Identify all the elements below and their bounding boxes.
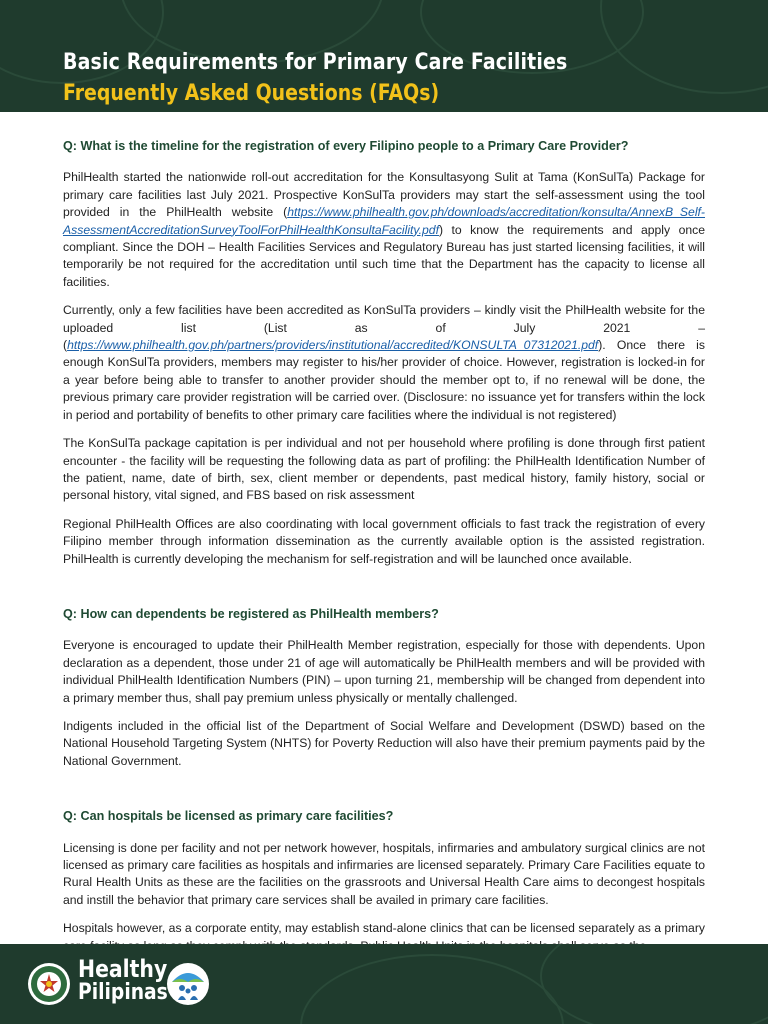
- page-header: [0, 0, 768, 112]
- page-footer: [0, 944, 768, 1024]
- faq-question: Q: Can hospitals be licensed as primary care facilities?: [63, 809, 394, 824]
- faq-answer-paragraph: PhilHealth started the nationwide roll-out accreditation for the Konsultasyong Sulit at Tama (KonSulTa) Package for primary care facilities last July 2021. Prospective KonSulTa providers may start the self-assessment using the tool provided in the PhilHealth website (https://www.philhealth.gov.ph/downloads/accreditation/konsulta/AnnexB_Self-AssessmentAccreditationSurveyToolForPhilHealthKonsultaFacility.pdf) to know the requirements and apply once compliant. Since the DOH – Health Facilities Services and Regulatory Bureau has just started licensing facilities, it will temporarily be not required for the accreditation until such time that the Department has the capacity to license all facilities.: [63, 170, 705, 289]
- faq-answer-paragraph: The KonSulTa package capitation is per individual and not per household where profiling is done through first patient encounter - the facility will be requesting the following data as part of profiling: the PhilHealth Identification Number of the patient, name, date of birth, sex, client member or dependents, past medical history, family history, social or personal history, vital signed, and FBS based on risk assessment: [63, 436, 705, 503]
- faq-answer-paragraph: Regional PhilHealth Offices are also coordinating with local government officials to fast track the registration of every Filipino member through information dissemination as the currently available option is the assisted registration. PhilHealth is currently developing the mechanism for self-registration and will be launched once available.: [63, 516, 705, 566]
- document-subtitle: Frequently Asked Questions (FAQs): [63, 81, 440, 106]
- faq-question: Q: What is the timeline for the registration of every Filipino people to a Primary Care Provider?: [63, 139, 629, 153]
- faq-answer-paragraph: Licensing is done per facility and not per network however, hospitals, infirmaries and ambulatory surgical clinics are not licensed as primary care facilities as hospitals and infirmaries are licensed separately. Primary Care Facilities equate to Rural Health Units as these are the facilities on the grassroots and Universal Health Care aims to decongest hospitals and instill the behavior that primary care services shall be availed in primary care facilities.: [63, 840, 705, 907]
- decor-swirl: [600, 0, 768, 94]
- decor-swirl: [300, 954, 564, 1024]
- faq-question: Q: How can dependents be registered as PhilHealth members?: [63, 606, 439, 621]
- brand-line-2: Pilipinas: [78, 980, 168, 1005]
- faq-answer-paragraph: Hospitals however, as a corporate entity, may establish stand-alone clinics that can be licensed separately as a primary: [63, 921, 705, 936]
- self-assessment-tool-link[interactable]: https://www.philhealth.gov.ph/downloads/accreditation/konsulta/AnnexB_Self-AssessmentAccreditationSurveyToolForPhilHealthKonsultaFacility.pdf: [63, 205, 705, 237]
- faq-answer-paragraph: Everyone is encouraged to update their PhilHealth Member registration, especially for those with dependents. Upon declaration as a dependent, those under 21 of age will automatically be PhilHealth members and will be provided with individual PhilHealth Identification Numbers (PIN) – upon turning 21, membership will be changed from dependent into a primary member thus, shall pay premium unless physically or mentally challenged.: [63, 638, 705, 705]
- doh-seal-icon: [27, 962, 71, 1006]
- document-title: Basic Requirements for Primary Care Facilities: [63, 50, 568, 75]
- accredited-list-link[interactable]: https://www.philhealth.gov.ph/partners/providers/institutional/accredited/KONSULTA_07312021.pdf: [67, 338, 599, 353]
- family-umbrella-icon: [166, 962, 210, 1006]
- faq-answer-paragraph: Currently, only a few facilities have been accredited as KonSulTa providers – kindly visit the PhilHealth website for the uploaded list (List as of July 2021 – (https://www.philhealth.gov.ph/partners/providers/institutional/accredited/KONSULTA_07312021.pdf). Once there is enough KonSulTa providers, members may register to his/her provider of choice. However, registration is locked-in for a year before being able to transfer to another provider should the member opt to, if no renewal will be done, the previous primary care provider registration will be carried over. (Disclosure: no issuance yet for transfers within the lock in period and portability of benefits to other primary care facilities where the individual is not registered): [63, 303, 705, 422]
- brand-line-1: Healthy: [78, 955, 168, 983]
- faq-answer-paragraph: Indigents included in the official list of the Department of Social Welfare and Development (DSWD) based on the National Household Targeting System (NHTS) for Poverty Reduction will also have their premium payments paid by the National Government.: [63, 718, 705, 768]
- faq-content: [63, 138, 705, 966]
- decor-swirl: [540, 944, 768, 1024]
